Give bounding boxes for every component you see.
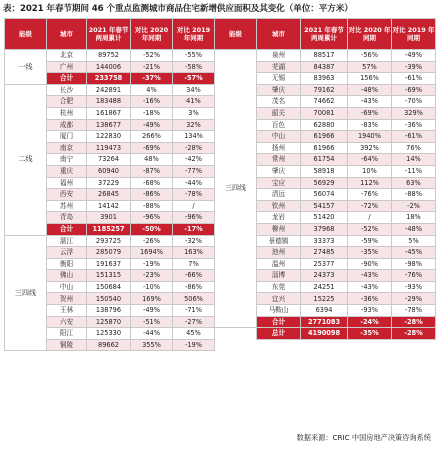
city-cell: 六安	[47, 316, 87, 328]
change-2019-cell: -58%	[173, 61, 215, 73]
change-2020-cell: -76%	[348, 189, 392, 201]
city-cell: 茂名	[257, 96, 301, 108]
header-vs2019: 对比 2019 年同期	[392, 19, 436, 50]
area-cell: 88517	[301, 50, 348, 62]
tier-label: 三四线	[5, 235, 47, 351]
change-2019-cell: -48%	[392, 223, 436, 235]
change-2020-cell: -35%	[348, 328, 392, 340]
city-cell: 杭州	[47, 107, 87, 119]
city-cell: 肇庆	[257, 84, 301, 96]
change-2020-cell: -50%	[131, 223, 173, 235]
city-cell: 马鞍山	[257, 305, 301, 317]
city-cell: 龙岩	[257, 212, 301, 224]
area-cell: 150684	[87, 281, 131, 293]
area-cell: 125870	[87, 316, 131, 328]
city-cell: 宝应	[257, 177, 301, 189]
area-cell: 79162	[301, 84, 348, 96]
change-2019-cell: -77%	[173, 165, 215, 177]
change-2019-cell: -39%	[392, 61, 436, 73]
header-row	[5, 19, 215, 50]
change-2019-cell: 163%	[173, 247, 215, 259]
city-cell: 成都	[47, 119, 87, 131]
change-2019-cell: -36%	[392, 119, 436, 131]
change-2020-cell: 169%	[131, 293, 173, 305]
area-cell: 4190098	[301, 328, 348, 340]
area-cell: 161867	[87, 107, 131, 119]
area-cell: 73264	[87, 154, 131, 166]
header-level: 能级	[215, 19, 257, 50]
city-cell: 淄博	[257, 270, 301, 282]
change-2020-cell: -69%	[131, 142, 173, 154]
area-cell: 150540	[87, 293, 131, 305]
header-row	[215, 19, 436, 50]
change-2019-cell: -27%	[173, 316, 215, 328]
change-2020-cell: -10%	[131, 281, 173, 293]
table-row	[5, 50, 215, 62]
change-2019-cell: -2%	[392, 200, 436, 212]
area-cell: 144006	[87, 61, 131, 73]
area-cell: 61754	[301, 154, 348, 166]
change-2020-cell: 112%	[348, 177, 392, 189]
area-cell: 58918	[301, 165, 348, 177]
change-2019-cell: -70%	[392, 96, 436, 108]
area-cell: 14142	[87, 200, 131, 212]
change-2019-cell: -44%	[173, 177, 215, 189]
change-2020-cell: -43%	[348, 270, 392, 282]
change-2019-cell: 3%	[173, 107, 215, 119]
table-row	[215, 50, 436, 62]
table-title: 表：2021 年春节期间 46 个重点监测城市商品住宅新增供应面积及其变化（单位：平方米）	[3, 4, 353, 14]
change-2019-cell: -42%	[173, 154, 215, 166]
change-2020-cell: -51%	[131, 316, 173, 328]
city-cell: 铜陵	[47, 339, 87, 351]
change-2019-cell: -17%	[173, 223, 215, 235]
change-2020-cell: -35%	[348, 247, 392, 259]
city-cell: 衡阳	[47, 258, 87, 270]
right-table	[214, 18, 436, 340]
area-cell: 3901	[87, 212, 131, 224]
city-cell: 无锡	[257, 73, 301, 85]
city-cell: 泉州	[257, 50, 301, 62]
city-cell: 合计	[47, 73, 87, 85]
change-2019-cell: 506%	[173, 293, 215, 305]
city-cell: 西安	[47, 189, 87, 201]
change-2020-cell: 392%	[348, 142, 392, 154]
change-2019-cell: -96%	[173, 212, 215, 224]
area-cell: 51420	[301, 212, 348, 224]
change-2019-cell: -61%	[392, 73, 436, 85]
city-cell: 芜湖	[257, 61, 301, 73]
city-cell: 重庆	[47, 165, 87, 177]
change-2019-cell: -57%	[173, 73, 215, 85]
city-cell: 扬州	[257, 142, 301, 154]
change-2020-cell: 57%	[348, 61, 392, 73]
city-cell: 池州	[257, 247, 301, 259]
change-2020-cell: -86%	[131, 189, 173, 201]
change-2019-cell: -28%	[392, 316, 436, 328]
data-source: 数据来源：CRIC 中国房地产决策咨询系统	[296, 433, 431, 442]
change-2019-cell: -61%	[392, 131, 436, 143]
change-2019-cell: -93%	[392, 281, 436, 293]
change-2020-cell: 4%	[131, 84, 173, 96]
change-2020-cell: -68%	[131, 177, 173, 189]
change-2019-cell: -69%	[392, 84, 436, 96]
change-2020-cell: -52%	[348, 223, 392, 235]
area-cell: 25377	[301, 258, 348, 270]
area-cell: 33373	[301, 235, 348, 247]
area-cell: 26845	[87, 189, 131, 201]
header-current: 2021 年春节两周累计	[87, 19, 131, 50]
change-2019-cell: -78%	[173, 189, 215, 201]
change-2020-cell: -18%	[131, 107, 173, 119]
city-cell: 南京	[47, 142, 87, 154]
change-2019-cell: 34%	[173, 84, 215, 96]
change-2019-cell: -98%	[392, 258, 436, 270]
area-cell: 84387	[301, 61, 348, 73]
change-2020-cell: -44%	[131, 328, 173, 340]
area-cell: 6394	[301, 305, 348, 317]
area-cell: 56929	[301, 177, 348, 189]
change-2019-cell: -71%	[173, 305, 215, 317]
city-cell: 厦门	[47, 131, 87, 143]
city-cell: 柳州	[257, 223, 301, 235]
change-2020-cell: -23%	[131, 270, 173, 282]
area-cell: 233758	[87, 73, 131, 85]
header-city: 城市	[257, 19, 301, 50]
change-2020-cell: -36%	[348, 293, 392, 305]
change-2019-cell: 18%	[392, 212, 436, 224]
change-2020-cell: -43%	[348, 281, 392, 293]
area-cell: 37229	[87, 177, 131, 189]
change-2020-cell: -52%	[131, 50, 173, 62]
header-current: 2021 年春节两周累计	[301, 19, 348, 50]
city-cell: 合计	[47, 223, 87, 235]
change-2020-cell: -93%	[348, 305, 392, 317]
area-cell: 138677	[87, 119, 131, 131]
change-2020-cell: -96%	[131, 212, 173, 224]
change-2019-cell: 134%	[173, 131, 215, 143]
change-2020-cell: -24%	[348, 316, 392, 328]
tier-label: 一线	[5, 50, 47, 85]
change-2020-cell: 355%	[131, 339, 173, 351]
city-cell: 中山	[47, 281, 87, 293]
area-cell: 56074	[301, 189, 348, 201]
change-2019-cell: 32%	[173, 119, 215, 131]
area-cell: 60940	[87, 165, 131, 177]
change-2019-cell: 41%	[173, 96, 215, 108]
city-cell: 景德镇	[257, 235, 301, 247]
area-cell: 83963	[301, 73, 348, 85]
area-cell: 70081	[301, 107, 348, 119]
change-2020-cell: -37%	[131, 73, 173, 85]
city-cell: 清远	[257, 189, 301, 201]
change-2020-cell: -87%	[131, 165, 173, 177]
change-2020-cell: -21%	[131, 61, 173, 73]
area-cell: 119473	[87, 142, 131, 154]
area-cell: 138796	[87, 305, 131, 317]
change-2020-cell: -72%	[348, 200, 392, 212]
change-2019-cell: 63%	[392, 177, 436, 189]
table-row	[5, 235, 215, 247]
change-2020-cell: 1940%	[348, 131, 392, 143]
change-2019-cell: -32%	[173, 235, 215, 247]
change-2019-cell: 14%	[392, 154, 436, 166]
city-cell: 韶关	[257, 107, 301, 119]
change-2020-cell: -16%	[131, 96, 173, 108]
city-cell: 百色	[257, 119, 301, 131]
change-2019-cell: /	[173, 200, 215, 212]
change-2019-cell: -76%	[392, 270, 436, 282]
change-2020-cell: 10%	[348, 165, 392, 177]
change-2019-cell: 45%	[173, 328, 215, 340]
change-2019-cell: -78%	[392, 305, 436, 317]
area-cell: 15225	[301, 293, 348, 305]
city-cell: 合肥	[47, 96, 87, 108]
area-cell: 183488	[87, 96, 131, 108]
city-cell: 宜兴	[257, 293, 301, 305]
city-cell: 阳江	[47, 328, 87, 340]
city-cell: 长沙	[47, 84, 87, 96]
city-cell: 总计	[257, 328, 301, 340]
change-2020-cell: 156%	[348, 73, 392, 85]
area-cell: 2771083	[301, 316, 348, 328]
change-2020-cell: -83%	[348, 119, 392, 131]
change-2019-cell: 5%	[392, 235, 436, 247]
grand-total-row	[215, 328, 436, 340]
change-2020-cell: -48%	[348, 84, 392, 96]
change-2019-cell: -19%	[173, 339, 215, 351]
change-2020-cell: -90%	[348, 258, 392, 270]
city-cell: 合计	[257, 316, 301, 328]
change-2020-cell: /	[348, 212, 392, 224]
header-city: 城市	[47, 19, 87, 50]
change-2019-cell: -49%	[392, 50, 436, 62]
city-cell: 王林	[47, 305, 87, 317]
change-2019-cell: 329%	[392, 107, 436, 119]
city-cell: 东莞	[257, 281, 301, 293]
change-2020-cell: -56%	[348, 50, 392, 62]
header-level: 能级	[5, 19, 47, 50]
change-2019-cell: 76%	[392, 142, 436, 154]
city-cell: 温州	[257, 258, 301, 270]
area-cell: 37968	[301, 223, 348, 235]
change-2020-cell: -49%	[131, 119, 173, 131]
city-cell: 肇庆	[257, 165, 301, 177]
city-cell: 湛江	[47, 235, 87, 247]
header-vs2020: 对比 2020 年同期	[348, 19, 392, 50]
area-cell: 62880	[301, 119, 348, 131]
change-2020-cell: 1694%	[131, 247, 173, 259]
area-cell: 242891	[87, 84, 131, 96]
left-table	[4, 18, 215, 351]
table-row	[5, 84, 215, 96]
change-2020-cell: -69%	[348, 107, 392, 119]
change-2020-cell: -64%	[348, 154, 392, 166]
area-cell: 27485	[301, 247, 348, 259]
change-2019-cell: -28%	[392, 328, 436, 340]
city-cell: 佛山	[47, 270, 87, 282]
city-cell: 南宁	[47, 154, 87, 166]
city-cell: 广州	[47, 61, 87, 73]
blank-cell	[215, 328, 257, 340]
area-cell: 24251	[301, 281, 348, 293]
change-2019-cell: -29%	[392, 293, 436, 305]
change-2019-cell: -55%	[173, 50, 215, 62]
change-2019-cell: -11%	[392, 165, 436, 177]
city-cell: 苏州	[47, 200, 87, 212]
tier-label: 二线	[5, 84, 47, 235]
change-2020-cell: -88%	[131, 200, 173, 212]
change-2020-cell: 266%	[131, 131, 173, 143]
area-cell: 24373	[301, 270, 348, 282]
change-2020-cell: -19%	[131, 258, 173, 270]
area-cell: 285079	[87, 247, 131, 259]
change-2019-cell: -28%	[173, 142, 215, 154]
tier-label: 三四线	[215, 50, 257, 328]
area-cell: 61966	[301, 131, 348, 143]
area-cell: 74662	[301, 96, 348, 108]
change-2019-cell: -66%	[173, 270, 215, 282]
change-2019-cell: -45%	[392, 247, 436, 259]
change-2019-cell: -88%	[392, 189, 436, 201]
area-cell: 54157	[301, 200, 348, 212]
header-vs2020: 对比 2020 年同期	[131, 19, 173, 50]
change-2019-cell: 7%	[173, 258, 215, 270]
change-2020-cell: 48%	[131, 154, 173, 166]
change-2020-cell: -26%	[131, 235, 173, 247]
area-cell: 1185257	[87, 223, 131, 235]
area-cell: 125330	[87, 328, 131, 340]
city-cell: 青岛	[47, 212, 87, 224]
header-vs2019: 对比 2019 年同期	[173, 19, 215, 50]
city-cell: 北京	[47, 50, 87, 62]
change-2020-cell: -49%	[131, 305, 173, 317]
area-cell: 61966	[301, 142, 348, 154]
city-cell: 贺州	[47, 293, 87, 305]
change-2020-cell: -59%	[348, 235, 392, 247]
change-2020-cell: -43%	[348, 96, 392, 108]
area-cell: 89752	[87, 50, 131, 62]
area-cell: 151315	[87, 270, 131, 282]
area-cell: 122830	[87, 131, 131, 143]
area-cell: 293725	[87, 235, 131, 247]
city-cell: 福州	[47, 177, 87, 189]
change-2019-cell: -86%	[173, 281, 215, 293]
city-cell: 钦州	[257, 200, 301, 212]
city-cell: 常州	[257, 154, 301, 166]
area-cell: 191637	[87, 258, 131, 270]
city-cell: 中山	[257, 131, 301, 143]
city-cell: 云浮	[47, 247, 87, 259]
area-cell: 89662	[87, 339, 131, 351]
